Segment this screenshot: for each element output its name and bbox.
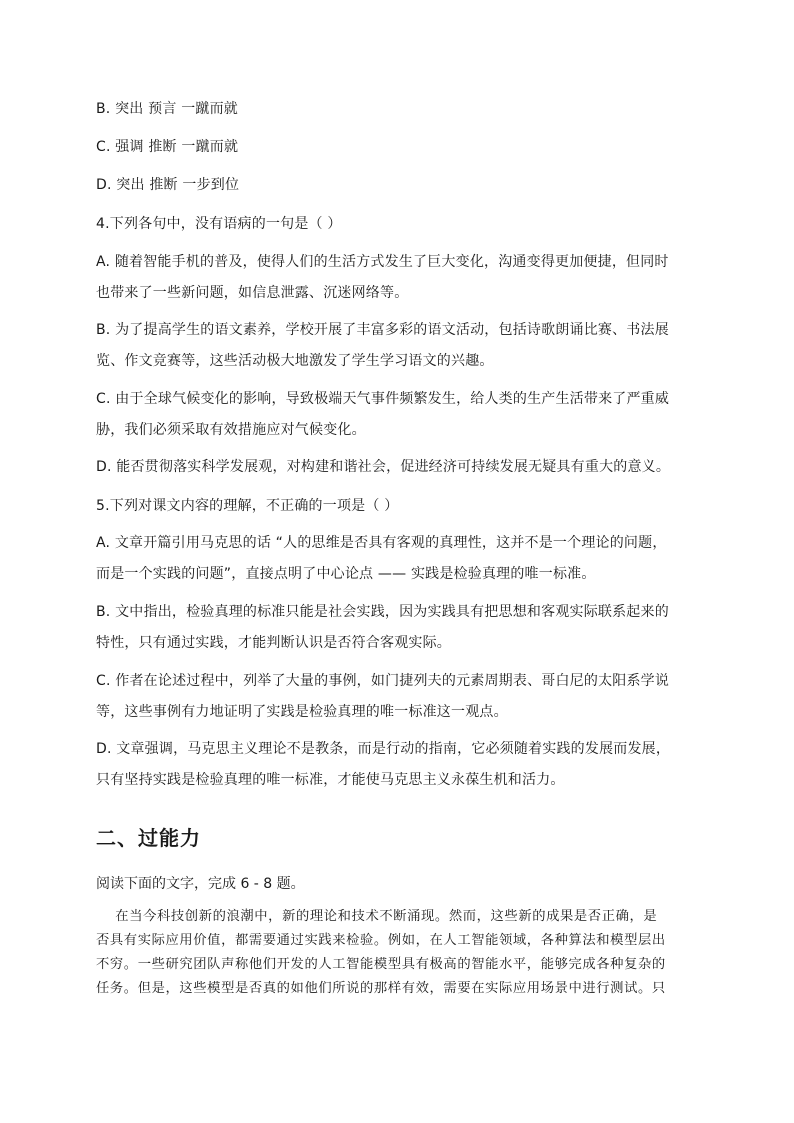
q5-option-d-line-1: D. 文章强调，马克思主义理论不是教条，而是行动的指南，它必须随着实践的发展而发展，: [96, 741, 671, 757]
q5-option-c-line-2: 等，这些事例有力地证明了实践是检验真理的唯一标准这一观点。: [96, 704, 508, 720]
q5-option-d-line-2: 只有坚持实践是检验真理的唯一标准，才能使马克思主义永葆生机和活力。: [96, 772, 565, 788]
q5-option-b: [96, 597, 699, 659]
q4-option-a: [96, 247, 699, 309]
q4-option-c-line-2: 胁，我们必须采取有效措施应对气候变化。: [96, 422, 366, 438]
q5-option-b-line-1: B. 文中指出，检验真理的标准只能是社会实践，因为实践具有把思想和客观实际联系起来的: [96, 604, 669, 620]
q4-stem: 4.下列各句中，没有语病的一句是（ ）: [96, 216, 342, 232]
q4-option-a-line-2: 也带来了一些新问题，如信息泄露、沉迷网络等。: [96, 285, 409, 301]
q4-option-a-line-1: A. 随着智能手机的普及，使得人们的生活方式发生了巨大变化，沟通变得更加便捷，但同时: [96, 254, 669, 270]
q4-option-b: [96, 315, 699, 377]
reading-instruction: 阅读下面的文字，完成 6 - 8 题。: [96, 876, 305, 892]
q5-option-a-line-2: 而是一个实践的问题”，直接点明了中心论点 —— 实践是检验真理的唯一标准。: [96, 566, 596, 582]
section-heading: 二、过能力: [96, 826, 201, 850]
q4-option-b-line-2: 览、作文竞赛等，这些活动极大地激发了学生学习语文的兴趣。: [96, 353, 494, 369]
q5-option-c-line-1: C. 作者在论述过程中，列举了大量的事例，如门捷列夫的元素周期表、哥白尼的太阳系学说: [96, 673, 670, 689]
q4-option-b-line-1: B. 为了提高学生的语文素养，学校开展了丰富多彩的语文活动，包括诗歌朗诵比赛、书法展: [96, 322, 669, 338]
q5-option-a-line-1: A. 文章开篇引用马克思的话 “人的思维是否具有客观的真理性，这并不是一个理论的问题，: [96, 535, 667, 551]
q4-option-c: [96, 384, 699, 446]
passage-line-4: 任务。但是，这些模型是否真的如他们所说的那样有效，需要在实际应用场景中进行测试。只: [96, 981, 666, 996]
q5-option-c: [96, 666, 699, 728]
q5-option-b-line-2: 特性，只有通过实践，才能判断认识是否符合客观实际。: [96, 635, 451, 651]
passage-line-1: 在当今科技创新的浪潮中，新的理论和技术不断涌现。然而，这些新的成果是否正确，是: [96, 909, 658, 924]
q4-option-c-line-1: C. 由于全球气候变化的影响，导致极端天气事件频繁发生，给人类的生产生活带来了严重威: [96, 391, 670, 407]
q5-option-a: [96, 528, 699, 590]
q5-option-d: [96, 734, 699, 796]
reading-passage: [96, 905, 699, 1001]
passage-line-3: 不穷。一些研究团队声称他们开发的人工智能模型具有极高的智能水平，能够完成各种复杂的: [96, 957, 666, 972]
q5-stem: 5.下列对课文内容的理解，不正确的一项是（ ）: [96, 498, 399, 514]
q3-option-d: D. 突出 推断 一步到位: [96, 177, 240, 193]
q3-option-b: B. 突出 预言 一蹴而就: [96, 101, 239, 117]
q3-option-c: C. 强调 推断 一蹴而就: [96, 139, 239, 155]
passage-line-2: 否具有实际应用价值，都需要通过实践来检验。例如，在人工智能领域，各种算法和模型层出: [96, 933, 666, 948]
q4-option-d: D. 能否贯彻落实科学发展观，对构建和谐社会，促进经济可持续发展无疑具有重大的意义。: [96, 459, 671, 475]
